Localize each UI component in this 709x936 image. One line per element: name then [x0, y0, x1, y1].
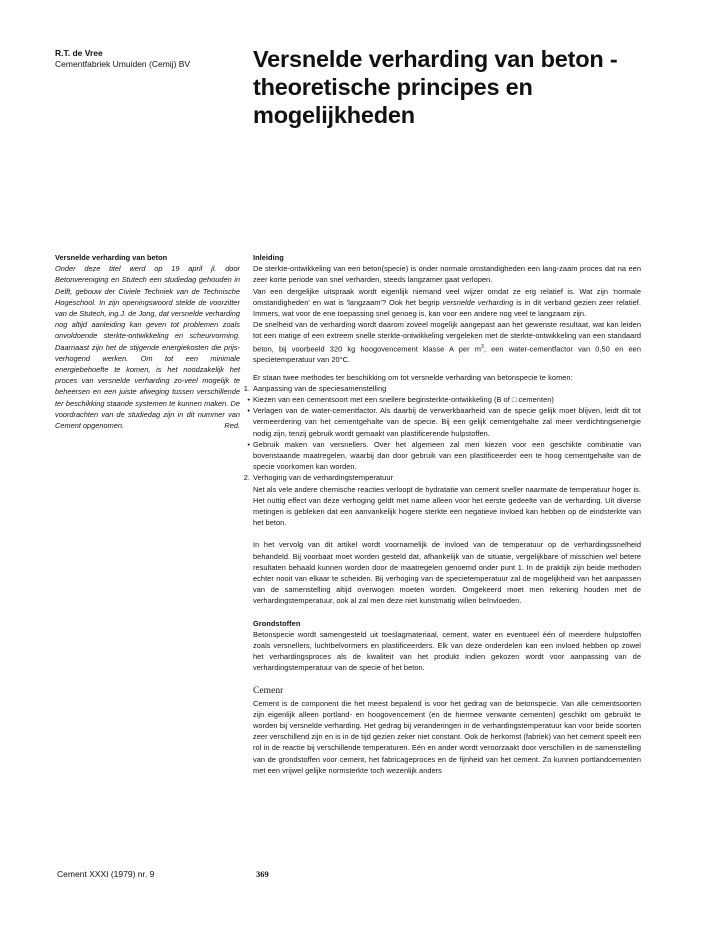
intro-paragraph-3 — [253, 319, 641, 365]
page-number: 369 — [256, 869, 269, 879]
method-marker: 1. — [243, 383, 250, 393]
bullet-item — [247, 394, 641, 405]
bullet-item — [247, 439, 641, 473]
heading-inleiding: Inleiding — [253, 253, 284, 262]
heading-cement: Cemenr — [253, 685, 284, 696]
p2-emphasis: versnelde verharding — [442, 297, 514, 307]
p2-end: is in dit verband gezien zeer relatief. Immers, wat voor de ene toepassing snel genoeg is, kan voor een andere nog veel te langzaam zijn. — [253, 297, 641, 319]
continuation-paragraph: In het vervolg van dit artikel wordt voornamelijk de invloed van de temperatuur op de verhardingssnelheid behandeld. Bij voorbaat moet worden gesteld dat, afhankelijk van de situatie, vergelijkbare of misschien wel betere resultaten behaald kunnen worden door de maatregelen genoemd onder punt 1. In de praktijk zijn beide methoden echter nooit van elkaar te scheiden. Bij verhoging van de specietemperatuur zal de mogelijkheid van het aanpassen van de samenstelling altijd overwogen moeten worden. Omgekeerd moet men rekening houden met de verhardingstemperatuur, ook al zal men deze niet kunstmatig willen beïnvloeden. — [253, 540, 641, 606]
method-title: Aanpassing van de speciesamenstelling — [253, 383, 387, 393]
p3-start: De snelheid van de verharding wordt daarom zoveel mogelijk aangepast aan het gewenste resultaat, wat kan leiden tot een matige of een extreem snelle sterkte-ontwikkeling vergeleken met de sterkte-ontwikkeling van een standaard beton, bij voorbeeld 320 kg hoogovencement klasse A per m — [253, 320, 641, 354]
methods-intro: Er staan twee methodes ter beschikking om tot versnelde verharding van betonspecie te komen: — [253, 372, 573, 382]
editorial-sidebar — [55, 252, 240, 431]
p2-start: Van een dergelijke uitspraak wordt eigenlijk niemand veel wijzer omdat ze erg relatief is. Wat zijn 'normale omstandigheden' en wat is 'langzaam'? Ook het begrip — [253, 286, 641, 307]
bullet-item — [247, 405, 641, 439]
sidebar-signature: Red. — [224, 421, 240, 431]
method-item-1 — [243, 383, 641, 394]
heading-grondstoffen: Grondstoffen — [253, 618, 301, 628]
p3-superscript: 3 — [481, 343, 484, 350]
sidebar-title: Versnelde verharding van beton — [55, 253, 168, 262]
bullet-text: Gebruik maken van versnellers. Over het algemeen zal men kiezen voor een geschikte combinatie van bovenstaande maatregelen, waarbij dan door gebruik van een plastificeerder een te hoog cementgehalte van de specie voorkomen kan worden. — [253, 439, 641, 472]
sidebar-text — [55, 263, 240, 431]
main-column — [243, 252, 641, 776]
bullet-text: Kiezen van een cementsoort met een snellere beginsterkte-ontwikkeling (B of □ cementen) — [253, 394, 554, 404]
intro-paragraph-1: De sterkte-ontwikkeling van een beton(specie) is onder normale omstandigheden een lang-zaam proces dat na een zeer korte periode van snel verharden, steeds langzamer gaat verlopen. — [253, 264, 641, 285]
method-2-detail: Net als vele andere chemische reacties verloopt de hydratatie van cement sneller naarmate de temperatuur hoger is. Het nuttig effect van deze verhoging geldt met name alleen voor het eerste gedeelte van de verharding. Uit diverse metingen is gebleken dat een aanvankelijk hogere sterkte een negatieve invloed kan hebben op de eindsterkte van het beton. — [253, 484, 641, 528]
grondstoffen-paragraph: Betonspecie wordt samengesteld uit toeslagmateriaal, cement, water en eventueel één of meerdere hulpstoffen zoals versnellers, luchtbelvormers en plastificeerders. Elk van deze onderdelen kan een invloed hebben op zowel het verhardingsproces als de kwaliteit van het produkt indien gekozen wordt voor aanpassing van de verhardingstemperatuur van de specie of het beton. — [253, 629, 641, 673]
article-title: Versnelde verharding van beton - theoretische principes en mogelijkheden — [253, 46, 618, 128]
bullet-icon: • — [247, 439, 250, 449]
method-marker: 2. — [243, 473, 250, 483]
method-title: Verhoging van de verhardingstemperatuur — [253, 473, 393, 483]
footer-journal: Cement XXXI (1979) nr. 9 — [57, 869, 155, 879]
cement-paragraph: Cement is de component die het meest bepalend is voor het gedrag van de betonspecie. Van alle cementsoorten zijn eigenlijk alleen portland- en hoogovencement (en de hiermee verwante cementen) geschikt om gebruikt te worden bij versnelde verharding. Het gedrag bij veranderingen in de verhardingstemperatuur kan voor beide soorten zeer verschillend zijn en is in de tijd gezien zeker niet constant. Ook de herkomst (fabriek) van het cement speelt een rol in de reactie bij verschillende temperaturen. Eén en ander wordt veroorzaakt door verschillen in de samenstelling van de grondstoffen voor cement, het fabricageproces en de fijnheid van het cement. Zo kunnen portlandcementen met een vrijwel gelijke normsterkte toch wezenlijk anders — [253, 698, 641, 775]
sidebar-body: Onder deze titel werd op 19 april jl. door Betonvereniging en Stutech een studiedag gehouden in Delft, gebouw der Civiele Techniek van de Technische Hogeschool. In zijn openingswoord stelde de voorzitter van de Stutech, ing.J. de Jong, dat versnelde verharding nog altijd aanleiding kan geven tot problemen zoals onvoldoende sterkte-ontwikkeling en scheurvorming. Daarnaast zijn het de stijgende energiekosten die prijs-verhogend werken. Om tot een minimale energiebehoefte te komen, is het noodzakelijk het proces van versnelde verharding zo-veel mogelijk te beheersen en een juiste afweging tussen verschillende ter beschikking staande systemen te kunnen maken. De voordrachten van de studiedag zijn in dit nummer van Cement opgenomen. — [55, 264, 240, 431]
author-name: R.T. de Vree — [55, 48, 103, 58]
bullet-icon: • — [247, 394, 250, 404]
method-item-2 — [243, 472, 641, 483]
p3-end: , een water-cementfactor van 0,50 en een specietemperatuur van 20°C. — [253, 344, 641, 365]
bullet-text: Verlagen van de water-cementfactor. Als daarbij de verwerkbaarheid van de specie gelijk moet blijven, leidt dit tot vermeerdering van het cementgehalte van de specie. Bij een gelijk cementgehalte zal meer verdichtingsenergie nodig zijn, tenzij gebruik wordt gemaakt van plastificerende hulpstoffen. — [253, 406, 641, 438]
intro-paragraph-2 — [253, 286, 641, 320]
author-company: Cementfabriek Umuiden (Cemij) BV — [55, 59, 191, 69]
bullet-icon: • — [247, 406, 250, 416]
